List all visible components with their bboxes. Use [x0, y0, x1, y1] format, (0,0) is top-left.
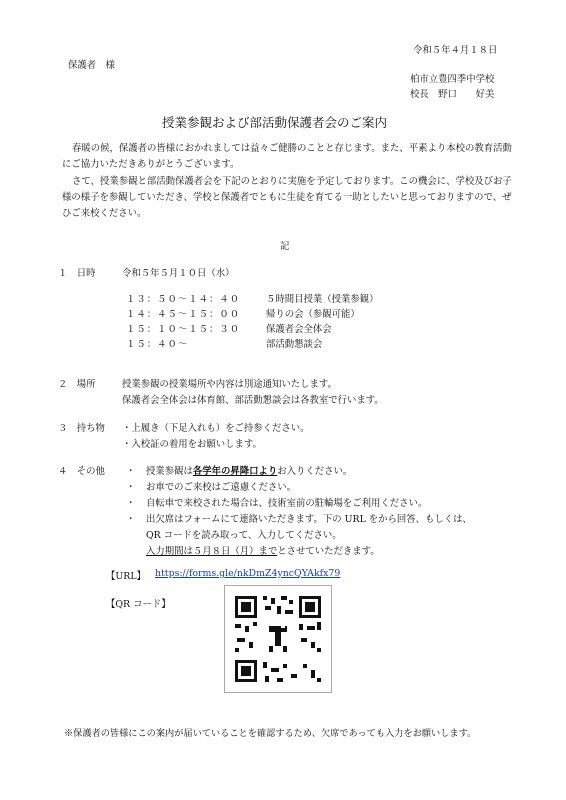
form-url-link[interactable]: https://forms.gle/nkDmZ4yncQYAkfx79: [155, 568, 341, 579]
note-attendance-form: 出欠席はフォームにて連絡いただきます。下の URL をから回答、もしくは、: [146, 514, 472, 525]
schedule-time: １５：４０～: [126, 339, 189, 350]
school-name: 柏市立豊四季中学校: [410, 74, 495, 85]
bullet-dot: ・: [126, 498, 136, 509]
intro-paragraph-2: さて、授業参観と部活動保護者会を下記のとおりに実施を予定しております。この機会に、学校及びお子様の様子を参観していただき、学校と保護者でともに生徒を育てる一助としたいと思っておりますので、ぜひご来校ください。: [62, 176, 512, 219]
event-date: 令和５年５月１０日（水）: [122, 268, 235, 279]
note-bicycle: 自転車で来校された場合は、技術室前の駐輪場をご利用ください。: [146, 498, 428, 509]
principal-name: 校長 野口 好美: [410, 89, 495, 100]
schedule-event: ５時間目授業（授業参観）: [266, 294, 379, 305]
note-qr-instruction: QR コードを読み取って、入力してください。: [146, 530, 342, 541]
section-1-label: １ 日時: [58, 268, 96, 279]
recipient: 保護者 様: [68, 60, 115, 71]
section-2-label: ２ 場所: [58, 379, 96, 390]
bullet-dot: ・: [126, 482, 136, 493]
place-line-2: 保護者会全体会は体育館、部活動懇談会は各教室で行います。: [122, 395, 384, 406]
schedule-time: １３：５０～１４：４０: [126, 294, 241, 305]
schedule-event: 保護者会全体会: [266, 324, 332, 335]
note-no-cars: お車でのご来校はご遠慮ください。: [146, 482, 297, 493]
url-label: 【URL】: [106, 571, 146, 582]
qr-code-image[interactable]: [224, 585, 332, 693]
footer-note: ※保護者の皆様にこの案内が届いていることを確認するため、欠席であっても入力をお願いします。: [64, 728, 477, 739]
schedule-event: 部活動懇談会: [266, 339, 323, 350]
note-deadline: 入力期間は５月８日（月）までとさせていただきます。: [146, 546, 380, 557]
page-title: 授業参観および部活動保護者会のご案内: [162, 115, 388, 130]
belongings-line-2: ・入校証の着用をお願いします。: [122, 439, 262, 450]
place-line-1: 授業参観の授業場所や内容は別途通知いたします。: [122, 379, 337, 390]
schedule-event: 帰りの会（参観可能）: [266, 309, 360, 320]
ki-marker: 記: [280, 241, 290, 252]
qr-code-icon: [225, 586, 331, 692]
bullet-dot: ・: [126, 466, 136, 477]
section-3-label: ３ 持ち物: [58, 423, 105, 434]
belongings-line-1: ・上履き（下足入れも）をご持参ください。: [122, 423, 310, 434]
note-entrance: 授業参観は各学年の昇降口よりお入りください。: [146, 466, 353, 477]
schedule-time: １５：１０～１５：３０: [126, 324, 241, 335]
bullet-dot: ・: [126, 514, 136, 525]
intro-paragraph-1: 春暖の候，保護者の皆様におかれましては益々ご健勝のことと存じます。また、平素より本校の教育活動にご協力いただきありがとうございます。: [62, 143, 512, 170]
qr-label: 【QR コード】: [106, 599, 171, 610]
schedule-time: １４：４５～１５：００: [126, 309, 241, 320]
document-date: 令和５年４月１８日: [413, 45, 498, 56]
section-4-label: ４ その他: [58, 466, 105, 477]
